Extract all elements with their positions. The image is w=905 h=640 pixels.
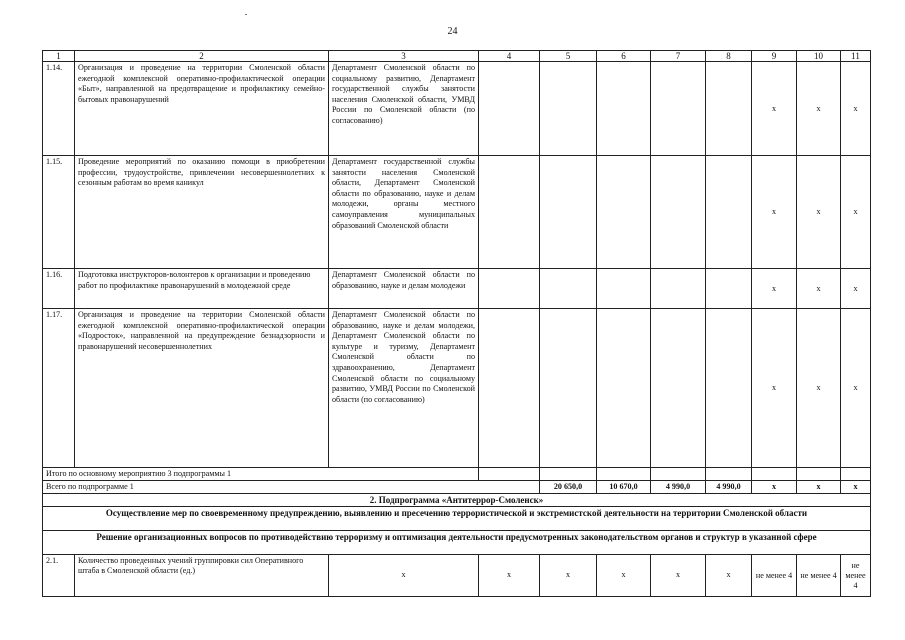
empty-cell — [597, 468, 651, 481]
cell-5: х — [540, 554, 597, 596]
cell-10: х — [797, 269, 841, 309]
empty-cell — [479, 309, 540, 468]
total-col-6: 10 670,0 — [597, 481, 651, 494]
header-cell: 2 — [75, 51, 329, 62]
header-cell: 3 — [329, 51, 479, 62]
total-main-label: Итого по основному мероприятию 3 подпрограммы 1 — [43, 468, 479, 481]
cell-8: х — [706, 554, 752, 596]
header-cell: 11 — [841, 51, 871, 62]
total-col-8: 4 990,0 — [706, 481, 752, 494]
page-number: 24 — [447, 26, 458, 37]
row-number: 1.17. — [43, 309, 75, 468]
empty-cell — [540, 468, 597, 481]
cell-9: х — [752, 309, 797, 468]
header-cell: 6 — [597, 51, 651, 62]
empty-cell — [597, 62, 651, 156]
empty-cell — [479, 269, 540, 309]
empty-cell — [651, 62, 706, 156]
empty-cell — [797, 468, 841, 481]
empty-cell — [651, 309, 706, 468]
executor: Департамент Смоленской области по образованию, науке и делам молодежи — [329, 269, 479, 309]
empty-cell — [706, 468, 752, 481]
empty-cell — [841, 468, 871, 481]
goal-row — [43, 506, 871, 530]
empty-cell — [540, 62, 597, 156]
executor: Департамент Смоленской области по образованию, науке и делам молодежи, Департамент Смоленской области по культуре и туризму, Департамент Смоленской области по здравоохранению, Департамент Смоленской области по социальному развитию, УМВД России по Смоленской области (по согласованию) — [329, 309, 479, 468]
table-row — [43, 156, 871, 269]
empty-cell — [597, 309, 651, 468]
header-row — [43, 51, 871, 62]
cell-9: х — [752, 269, 797, 309]
total-col-7: 4 990,0 — [651, 481, 706, 494]
total-sub-row — [43, 481, 871, 494]
empty-cell — [540, 156, 597, 269]
cell-10: х — [797, 62, 841, 156]
goal-text: Осуществление мер по своевременному предупреждению, выявлению и пресечению террористической и экстремистской деятельности на территории Смоленской области — [43, 506, 871, 530]
total-col-10: х — [797, 481, 841, 494]
cell-9: х — [752, 62, 797, 156]
empty-cell — [651, 156, 706, 269]
cell-7: х — [651, 554, 706, 596]
row-number: 1.14. — [43, 62, 75, 156]
header-cell: 4 — [479, 51, 540, 62]
empty-cell — [706, 269, 752, 309]
cell-10: х — [797, 309, 841, 468]
header-cell: 5 — [540, 51, 597, 62]
header-cell: 1 — [43, 51, 75, 62]
total-col-9: х — [752, 481, 797, 494]
empty-cell — [706, 156, 752, 269]
executor: Департамент Смоленской области по социальному развитию, Департамент государственной службы занятости населения Смоленской области, УМВД России по Смоленской области (по согласованию) — [329, 62, 479, 156]
empty-cell — [479, 62, 540, 156]
cell-3: х — [329, 554, 479, 596]
empty-cell — [597, 269, 651, 309]
empty-cell — [597, 156, 651, 269]
indicator-title: Количество проведенных учений группировки сил Оперативного штаба в Смоленской области (ед.) — [75, 554, 329, 596]
table-row — [43, 269, 871, 309]
executor: Департамент государственной службы занятости населения Смоленской области, Департамент Смоленской области по образованию, науке и делам молодежи, органы местного самоуправления муниципальных образований Смоленской области — [329, 156, 479, 269]
program-table — [42, 50, 871, 597]
table-row — [43, 62, 871, 156]
activity-title: Организация и проведение на территории Смоленской области ежегодной комплексной оперативно-профилактической операции «Быт», направленной на предотвращение и профилактику семейно-бытовых правонарушений — [75, 62, 329, 156]
cell-11: х — [841, 269, 871, 309]
total-col-5: 20 650,0 — [540, 481, 597, 494]
header-cell: 10 — [797, 51, 841, 62]
row-number: 1.16. — [43, 269, 75, 309]
activity-title: Подготовка инструкторов-волонтеров к организации и проведению работ по профилактике правонарушений в молодежной среде — [75, 269, 329, 309]
indicator-row — [43, 554, 871, 596]
empty-cell — [752, 468, 797, 481]
cell-9: х — [752, 156, 797, 269]
subprogram-row — [43, 494, 871, 507]
cell-4: х — [479, 554, 540, 596]
row-number: 2.1. — [43, 554, 75, 596]
cell-11: х — [841, 309, 871, 468]
table-row — [43, 309, 871, 468]
scan-speck — [245, 14, 247, 15]
header-cell: 7 — [651, 51, 706, 62]
cell-6: х — [597, 554, 651, 596]
cell-11: х — [841, 62, 871, 156]
empty-cell — [706, 309, 752, 468]
cell-9: не менее 4 — [752, 554, 797, 596]
empty-cell — [540, 269, 597, 309]
subprogram-title: 2. Подпрограмма «Антитеррор-Смоленск» — [43, 494, 871, 507]
row-number: 1.15. — [43, 156, 75, 269]
task-text: Решение организационных вопросов по противодействию терроризму и оптимизация деятельности предусмотренных законодательством органов и структур в указанной сфере — [43, 530, 871, 554]
cell-11: х — [841, 156, 871, 269]
empty-cell — [651, 269, 706, 309]
empty-cell — [651, 468, 706, 481]
activity-title: Проведение мероприятий по оказанию помощи в приобретении профессии, трудоустройстве, привлечении несовершеннолетних к сезонным работам во время каникул — [75, 156, 329, 269]
total-col-11: х — [841, 481, 871, 494]
empty-cell — [479, 156, 540, 269]
total-main-row — [43, 468, 871, 481]
total-sub-label: Всего по подпрограмме 1 — [43, 481, 540, 494]
header-cell: 8 — [706, 51, 752, 62]
cell-10: не менее 4 — [797, 554, 841, 596]
cell-10: х — [797, 156, 841, 269]
empty-cell — [540, 309, 597, 468]
empty-cell — [706, 62, 752, 156]
empty-cell — [479, 468, 540, 481]
activity-title: Организация и проведение на территории Смоленской области ежегодной комплексной оперативно-профилактической операции «Подросток», направленной на предупреждение безнадзорности и правонарушений несовершеннолетних — [75, 309, 329, 468]
header-cell: 9 — [752, 51, 797, 62]
task-row — [43, 530, 871, 554]
cell-11: не менее 4 — [841, 554, 871, 596]
